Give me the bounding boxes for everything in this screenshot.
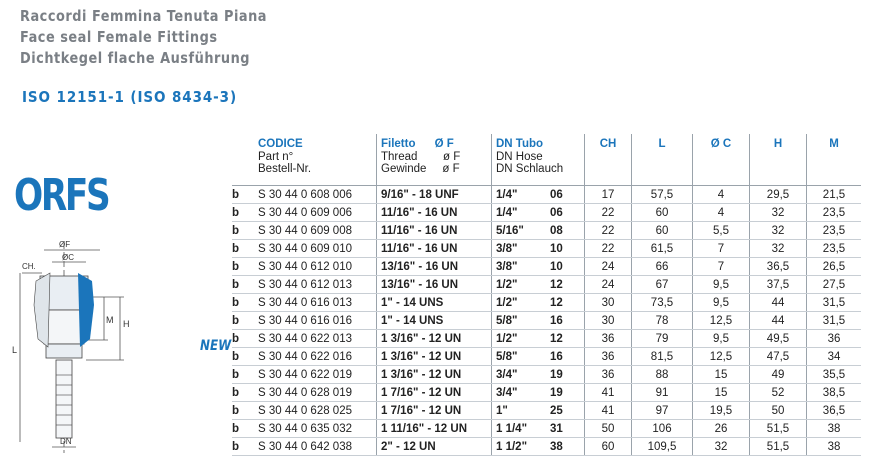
thread-size: 1 7/16" - 12 UN — [377, 402, 492, 420]
ch-value: 22 — [585, 204, 632, 222]
h-value: 51,5 — [750, 420, 807, 438]
table-row — [232, 402, 861, 420]
hose-dn: 3/4" — [492, 384, 551, 402]
dash-size: 31 — [550, 420, 585, 438]
c-value: 9,5 — [693, 276, 750, 294]
of-label: ØF — [59, 240, 71, 249]
table-row — [232, 186, 861, 204]
header-code-de: Bestell-Nr. — [258, 163, 312, 176]
table-row — [232, 222, 861, 240]
row-flag: b — [232, 312, 258, 330]
header-code-it: CODICE — [258, 138, 303, 150]
dash-size: 19 — [550, 384, 585, 402]
m-value: 23,5 — [807, 204, 862, 222]
header-m-label: M — [829, 138, 839, 150]
header-blank — [232, 134, 258, 186]
part-number: S 30 44 0 622 013 — [258, 330, 377, 348]
l-value: 73,5 — [632, 294, 693, 312]
header-code — [258, 134, 377, 186]
title-italian: Raccordi Femmina Tenuta Piana — [20, 7, 268, 25]
row-flag: b — [232, 258, 258, 276]
thread-size: 13/16" - 16 UN — [377, 258, 492, 276]
dash-size: 25 — [550, 402, 585, 420]
h-value: 29,5 — [750, 186, 807, 204]
row-flag: b — [232, 240, 258, 258]
l-value: 88 — [632, 366, 693, 384]
m-value: 38,5 — [807, 384, 862, 402]
row-flag: b — [232, 276, 258, 294]
hose-dn: 1/2" — [492, 276, 551, 294]
part-number: S 30 44 0 609 010 — [258, 240, 377, 258]
c-value: 12,5 — [693, 312, 750, 330]
h-value: 32 — [750, 204, 807, 222]
m-value: 31,5 — [807, 294, 862, 312]
h-value: 32 — [750, 222, 807, 240]
hose-dn: 5/8" — [492, 312, 551, 330]
part-number: S 30 44 0 635 032 — [258, 420, 377, 438]
h-value: 32 — [750, 240, 807, 258]
thread-size: 1 11/16" - 12 UN — [377, 420, 492, 438]
dash-size: 16 — [550, 312, 585, 330]
dash-size: 10 — [550, 258, 585, 276]
header-c-label: Ø C — [710, 138, 732, 150]
header-dn-it: DN Tubo — [496, 138, 544, 150]
row-flag: b — [232, 222, 258, 240]
header-c — [693, 134, 750, 186]
hose-dn: 5/8" — [492, 348, 551, 366]
dash-size: 16 — [550, 348, 585, 366]
part-number: S 30 44 0 612 013 — [258, 276, 377, 294]
c-value: 32 — [693, 438, 750, 456]
thread-size: 1 3/16" - 12 UN — [377, 348, 492, 366]
hose-dn: 3/8" — [492, 258, 551, 276]
ch-value: 36 — [585, 366, 632, 384]
c-value: 15 — [693, 384, 750, 402]
c-value: 5,5 — [693, 222, 750, 240]
part-number: S 30 44 0 642 038 — [258, 438, 377, 456]
m-value: 34 — [807, 348, 862, 366]
ch-value: 50 — [585, 420, 632, 438]
dash-size: 12 — [550, 276, 585, 294]
header-thread — [377, 134, 492, 186]
h-value: 49,5 — [750, 330, 807, 348]
h-value: 47,5 — [750, 348, 807, 366]
thread-size: 1 7/16" - 12 UN — [377, 384, 492, 402]
hose-dn: 1/4" — [492, 186, 551, 204]
l-value: 81,5 — [632, 348, 693, 366]
thread-size: 1 3/16" - 12 UN — [377, 366, 492, 384]
hose-dn: 1 1/2" — [492, 438, 551, 456]
header-l — [632, 134, 693, 186]
part-number: S 30 44 0 622 016 — [258, 348, 377, 366]
l-value: 106 — [632, 420, 693, 438]
ch-value: 41 — [585, 384, 632, 402]
c-value: 7 — [693, 258, 750, 276]
ch-value: 24 — [585, 276, 632, 294]
row-flag: b — [232, 402, 258, 420]
table-row — [232, 312, 861, 330]
oc-label: ØC — [62, 253, 74, 262]
c-value: 9,5 — [693, 330, 750, 348]
ch-value: 30 — [585, 312, 632, 330]
m-value: 36 — [807, 330, 862, 348]
header-dn-de: DN Schlauch — [496, 163, 564, 176]
header-dn-en: DN Hose — [496, 150, 543, 163]
m-value: 23,5 — [807, 240, 862, 258]
part-number: S 30 44 0 628 019 — [258, 384, 377, 402]
h-value: 49 — [750, 366, 807, 384]
table-row — [232, 330, 861, 348]
h-value: 44 — [750, 312, 807, 330]
dash-size: 12 — [550, 294, 585, 312]
hose-dn: 1 1/4" — [492, 420, 551, 438]
m-value: 35,5 — [807, 366, 862, 384]
dash-size: 12 — [550, 330, 585, 348]
thread-size: 13/16" - 16 UN — [377, 276, 492, 294]
dash-size: 08 — [550, 222, 585, 240]
thread-size: 2" - 12 UN — [377, 438, 492, 456]
l-value: 91 — [632, 384, 693, 402]
c-value: 4 — [693, 204, 750, 222]
title-german: Dichtkegel flache Ausführung — [20, 49, 251, 67]
m-value: 36,5 — [807, 402, 862, 420]
row-flag: b — [232, 438, 258, 456]
product-family-title: ORFS — [14, 170, 109, 221]
thread-size: 11/16" - 16 UN — [377, 222, 492, 240]
fitting-body — [34, 273, 94, 438]
m-value: 38 — [807, 420, 862, 438]
ch-value: 36 — [585, 348, 632, 366]
h-value: 36,5 — [750, 258, 807, 276]
h-value: 37,5 — [750, 276, 807, 294]
l-value: 60 — [632, 222, 693, 240]
header-h — [750, 134, 807, 186]
h-value: 51,5 — [750, 438, 807, 456]
m-value: 27,5 — [807, 276, 862, 294]
part-number: S 30 44 0 612 010 — [258, 258, 377, 276]
header-thread-en: Thread ø F — [381, 150, 461, 163]
part-number: S 30 44 0 608 006 — [258, 186, 377, 204]
ch-value: 60 — [585, 438, 632, 456]
table-body — [232, 186, 861, 456]
part-number: S 30 44 0 609 006 — [258, 204, 377, 222]
l-label: L — [12, 345, 18, 355]
c-value: 12,5 — [693, 348, 750, 366]
header-code-en: Part n° — [258, 150, 294, 163]
ch-value: 22 — [585, 240, 632, 258]
l-value: 79 — [632, 330, 693, 348]
dash-size: 10 — [550, 240, 585, 258]
table-row — [232, 204, 861, 222]
ch-value: 30 — [585, 294, 632, 312]
row-flag: b — [232, 366, 258, 384]
hose-dn: 1/2" — [492, 330, 551, 348]
c-value: 15 — [693, 366, 750, 384]
part-number: S 30 44 0 622 019 — [258, 366, 377, 384]
hose-dn: 5/16" — [492, 222, 551, 240]
table-row — [232, 438, 861, 456]
l-value: 78 — [632, 312, 693, 330]
h-value: 52 — [750, 384, 807, 402]
h-label: H — [123, 319, 130, 329]
thread-size: 11/16" - 16 UN — [377, 204, 492, 222]
ch-value: 17 — [585, 186, 632, 204]
header-thread-de: Gewinde ø F — [381, 163, 460, 176]
ch-value: 41 — [585, 402, 632, 420]
m-value: 31,5 — [807, 312, 862, 330]
l-value: 57,5 — [632, 186, 693, 204]
m-value: 23,5 — [807, 222, 862, 240]
fitting-technical-drawing — [0, 235, 150, 454]
header-thread-it: Filetto Ø F — [381, 138, 454, 150]
m-label: M — [106, 315, 114, 325]
hose-dn: 3/4" — [492, 366, 551, 384]
h-value: 44 — [750, 294, 807, 312]
hose-dn: 3/8" — [492, 240, 551, 258]
m-value: 26,5 — [807, 258, 862, 276]
dash-size: 19 — [550, 366, 585, 384]
header-l-label: L — [658, 138, 666, 150]
m-value: 38 — [807, 438, 862, 456]
header-ch-label: CH — [599, 138, 617, 150]
ch-value: 36 — [585, 330, 632, 348]
h-value: 50 — [750, 402, 807, 420]
table-row — [232, 240, 861, 258]
dash-size: 38 — [550, 438, 585, 456]
l-value: 109,5 — [632, 438, 693, 456]
title-english: Face seal Female Fittings — [20, 28, 218, 46]
c-value: 19,5 — [693, 402, 750, 420]
dn-label: DN — [60, 437, 72, 446]
c-value: 26 — [693, 420, 750, 438]
title-block — [20, 6, 307, 69]
table-row — [232, 294, 861, 312]
dash-size: 06 — [550, 204, 585, 222]
part-number: S 30 44 0 616 013 — [258, 294, 377, 312]
l-value: 67 — [632, 276, 693, 294]
table-row — [232, 348, 861, 366]
hose-dn: 1/2" — [492, 294, 551, 312]
row-flag: b — [232, 420, 258, 438]
m-value: 21,5 — [807, 186, 862, 204]
c-value: 4 — [693, 186, 750, 204]
table-row — [232, 276, 861, 294]
thread-size: 11/16" - 16 UN — [377, 240, 492, 258]
hose-dn: 1/4" — [492, 204, 551, 222]
table-row — [232, 420, 861, 438]
part-number: S 30 44 0 616 016 — [258, 312, 377, 330]
header-h-label: H — [773, 138, 783, 150]
fittings-spec-table — [232, 134, 861, 456]
table-row — [232, 258, 861, 276]
row-flag: b — [232, 294, 258, 312]
l-value: 66 — [632, 258, 693, 276]
thread-size: 1 3/16" - 12 UN — [377, 330, 492, 348]
header-ch — [585, 134, 632, 186]
new-badge: NEW — [200, 338, 232, 354]
row-flag: b — [232, 204, 258, 222]
table-header-row — [232, 134, 861, 186]
ch-value: 24 — [585, 258, 632, 276]
l-value: 97 — [632, 402, 693, 420]
hose-dn: 1" — [492, 402, 551, 420]
iso-standard: ISO 12151-1 (ISO 8434-3) — [22, 88, 238, 106]
dash-size: 06 — [550, 186, 585, 204]
part-number: S 30 44 0 609 008 — [258, 222, 377, 240]
l-value: 61,5 — [632, 240, 693, 258]
c-value: 9,5 — [693, 294, 750, 312]
row-flag: b — [232, 348, 258, 366]
ch-label: CH. — [22, 262, 36, 271]
thread-size: 9/16" - 18 UNF — [377, 186, 492, 204]
part-number: S 30 44 0 628 025 — [258, 402, 377, 420]
table-row — [232, 366, 861, 384]
row-flag: b — [232, 330, 258, 348]
row-flag: b — [232, 186, 258, 204]
ch-value: 22 — [585, 222, 632, 240]
l-value: 60 — [632, 204, 693, 222]
c-value: 7 — [693, 240, 750, 258]
header-dn — [492, 134, 585, 186]
header-m — [807, 134, 862, 186]
row-flag: b — [232, 384, 258, 402]
table-row — [232, 384, 861, 402]
thread-size: 1" - 14 UNS — [377, 294, 492, 312]
thread-size: 1" - 14 UNS — [377, 312, 492, 330]
